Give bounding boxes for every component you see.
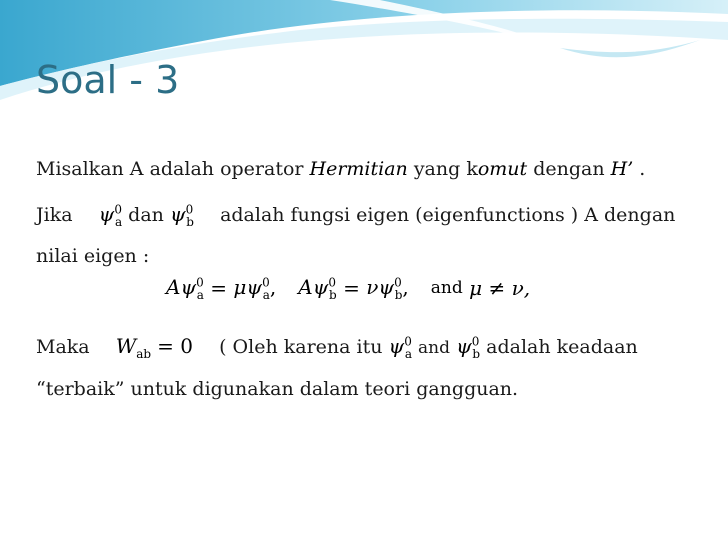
line2-rest: adalah fungsi eigen (eigenfunctions ) A dengan bbox=[220, 204, 676, 226]
text-line-2 bbox=[36, 202, 675, 229]
line1-suffix: dengan bbox=[527, 158, 611, 180]
hermitian-term: Hermitian bbox=[309, 158, 408, 180]
line1-prefix: Misalkan A adalah operator bbox=[36, 158, 310, 180]
psi-a-zero-symbol-2: $\psi^0_a$ bbox=[388, 334, 412, 361]
text-line-1 bbox=[36, 158, 645, 180]
h-prime-term: H’ bbox=[610, 158, 634, 180]
text-line-3: nilai eigen : bbox=[36, 245, 150, 267]
dan-word: dan bbox=[128, 204, 164, 226]
line4-and-word: and bbox=[418, 338, 451, 358]
komut-term: omut bbox=[477, 158, 528, 180]
slide-title: Soal - 3 bbox=[36, 58, 180, 102]
equation-and-word: and bbox=[430, 278, 463, 298]
line1-end: . bbox=[633, 158, 646, 180]
text-line-5: “terbaik” untuk digunakan dalam teori gangguan. bbox=[36, 378, 519, 400]
equation-neq: ≠ bbox=[488, 276, 506, 300]
equation-nu-psi-b: $\nu\psi^0_b$, bbox=[366, 274, 409, 302]
equals-zero: = 0 bbox=[157, 334, 194, 358]
w-ab-symbol: $W_{ab}$ bbox=[115, 334, 152, 361]
line4-rest: adalah keadaan bbox=[486, 336, 638, 358]
equation-a-psi-b: $A\psi^0_b$ bbox=[298, 274, 337, 302]
line1-middle: yang k bbox=[407, 158, 478, 180]
psi-a-zero-symbol: $\psi^0_a$ bbox=[98, 202, 123, 229]
equation-mu-psi-a: $\mu\psi^0_a$, bbox=[233, 274, 277, 302]
maka-word: Maka bbox=[36, 336, 90, 358]
eigen-equation: $A\psi^0_a$ = $\mu\psi^0_a$, $A\psi^0_b$ = $\nu\psi^0_b$, and μ ≠ ν, bbox=[160, 270, 568, 306]
jika-word: Jika bbox=[36, 204, 73, 226]
text-line-4 bbox=[36, 334, 638, 361]
psi-b-zero-symbol-2: $\psi^0_b$ bbox=[456, 334, 481, 361]
equation-nu: ν, bbox=[511, 276, 531, 300]
psi-b-zero-symbol: $\psi^0_b$ bbox=[169, 202, 194, 229]
equation-mu: μ bbox=[469, 276, 483, 300]
line4-paren: ( Oleh karena itu bbox=[219, 336, 383, 358]
equation-a-psi-a: $A\psi^0_a$ bbox=[166, 274, 204, 302]
